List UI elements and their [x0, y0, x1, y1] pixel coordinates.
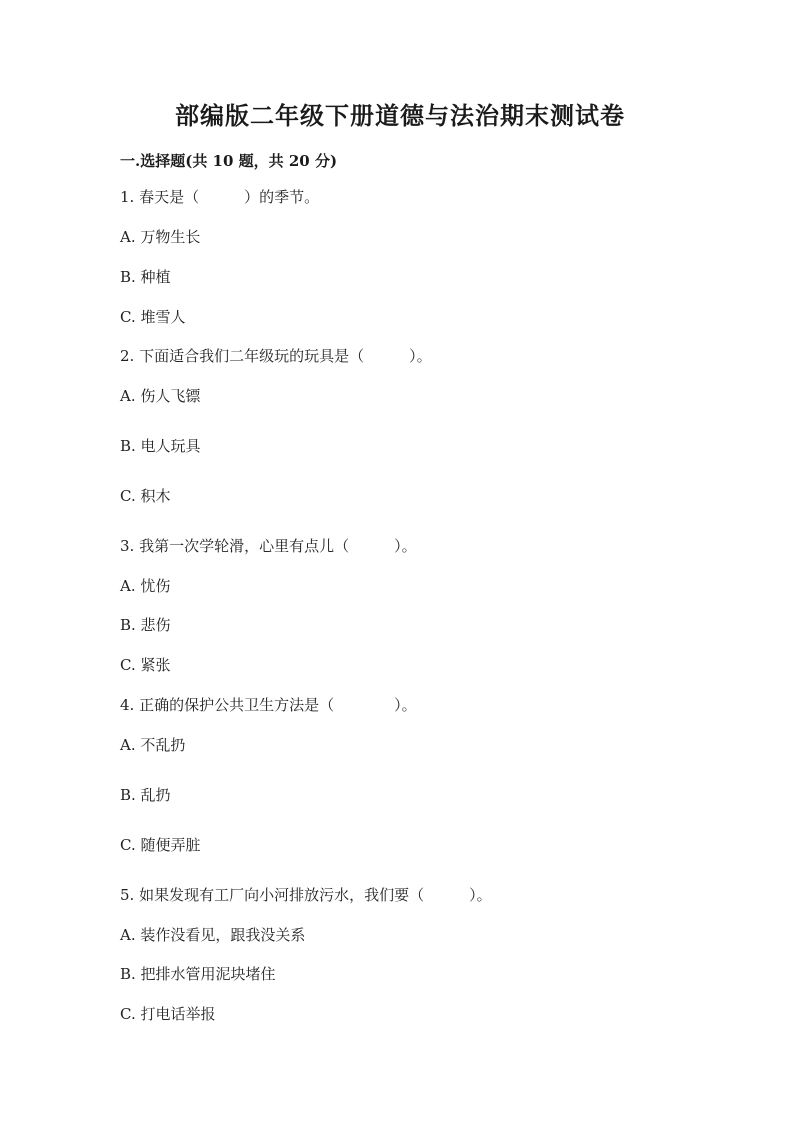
- question-1-option-a: A. 万物生长: [120, 228, 201, 246]
- question-2-option-b: B. 电人玩具: [120, 437, 201, 455]
- question-4-stem: 4. 正确的保护公共卫生方法是（ ）。: [120, 696, 417, 714]
- question-4-option-c: C. 随便弄脏: [120, 836, 201, 854]
- question-3-option-c: C. 紧张: [120, 656, 171, 674]
- question-1-option-b: B. 种植: [120, 268, 171, 286]
- question-5-stem: 5. 如果发现有工厂向小河排放污水，我们要（ ）。: [120, 886, 492, 904]
- page-title: 部编版二年级下册道德与法治期末测试卷: [175, 101, 625, 130]
- question-3-option-a: A. 忧伤: [120, 577, 171, 595]
- question-3-stem: 3. 我第一次学轮滑，心里有点儿（ ）。: [120, 537, 417, 555]
- question-5-option-a: A. 装作没看见，跟我没关系: [120, 926, 306, 944]
- question-4-option-a: A. 不乱扔: [120, 736, 186, 754]
- question-5-option-b: B. 把排水管用泥块堵住: [120, 965, 276, 983]
- question-2-option-a: A. 伤人飞镖: [120, 387, 201, 405]
- question-2-stem: 2. 下面适合我们二年级玩的玩具是（ ）。: [120, 347, 432, 365]
- question-4-option-b: B. 乱扔: [120, 786, 171, 804]
- section-heading: 一.选择题(共 10 题，共 20 分): [120, 152, 338, 170]
- question-3-option-b: B. 悲伤: [120, 616, 171, 634]
- question-5-option-c: C. 打电话举报: [120, 1005, 216, 1023]
- question-1-stem: 1. 春天是（ ）的季节。: [120, 188, 320, 206]
- question-2-option-c: C. 积木: [120, 487, 171, 505]
- question-1-option-c: C. 堆雪人: [120, 308, 186, 326]
